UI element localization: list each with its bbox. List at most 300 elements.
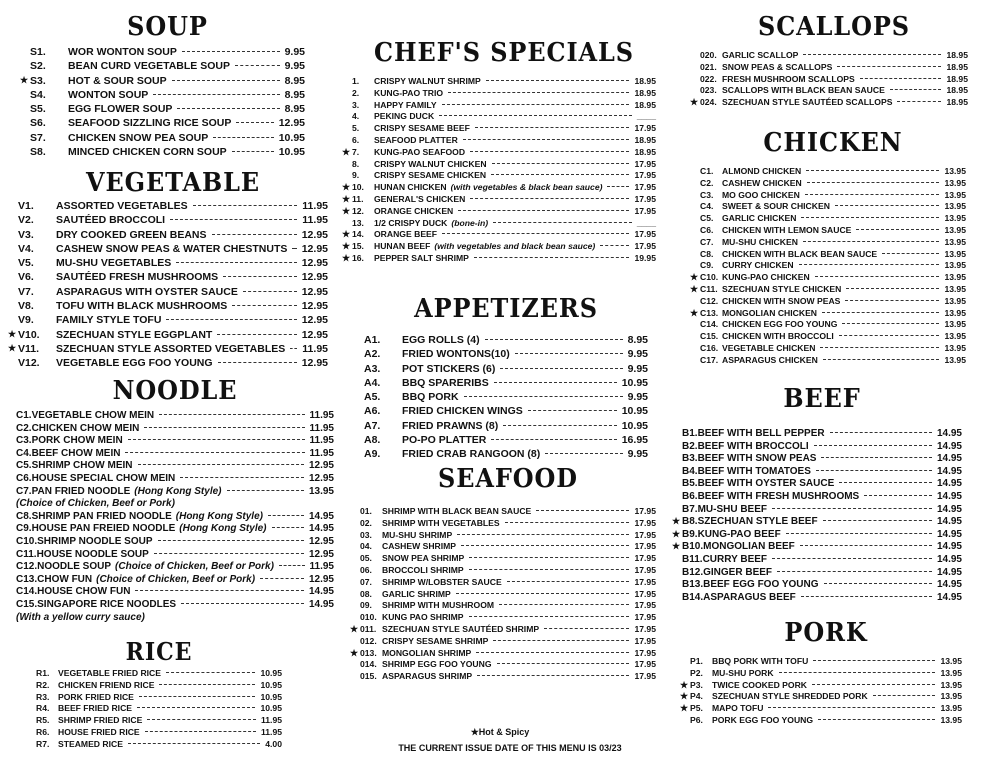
item-name: BEEF EGG FOO YOUNG (703, 579, 819, 591)
item-price: 18.95 (634, 76, 656, 86)
item-name: BEAN CURD VEGETABLE SOUP (68, 60, 230, 73)
item-price: 17.95 (634, 241, 656, 252)
item-price: 17.95 (634, 517, 656, 528)
item-name: CURRY BEEF (702, 553, 768, 565)
menu-item (350, 623, 656, 636)
leader-dots (128, 743, 260, 744)
item-name: CRISPY WALNUT CHICKEN (374, 158, 487, 169)
menu-item (30, 146, 305, 160)
leader-dots (147, 719, 256, 720)
leader-dots (839, 335, 940, 336)
item-code: B7. (682, 503, 698, 515)
leader-dots (835, 205, 940, 206)
leader-dots (497, 663, 630, 664)
item-code: 6. (352, 134, 360, 145)
leader-dots (138, 464, 304, 465)
item-code: C8. (16, 510, 32, 522)
item-price: 10.95 (621, 376, 648, 389)
leader-dots (125, 452, 304, 453)
leader-dots (493, 640, 629, 641)
leader-dots (442, 104, 630, 105)
item-name: SHRIMP WITH VEGETABLES (382, 517, 500, 528)
leader-dots (176, 262, 296, 263)
leader-dots (145, 731, 256, 732)
leader-dots (177, 108, 279, 109)
item-code: 021. (700, 61, 717, 72)
pork-section (680, 618, 962, 727)
leader-dots (846, 288, 939, 289)
leader-dots (235, 65, 280, 66)
leader-dots (232, 151, 274, 152)
item-name: SHRIMP EGG FOO YOUNG (382, 659, 492, 670)
menu-item (342, 252, 656, 265)
item-name: HUNAN CHICKEN (374, 182, 447, 193)
leader-dots (279, 565, 305, 566)
hot-spicy-star-icon: ★ (342, 241, 351, 252)
leader-dots (243, 291, 297, 292)
leader-dots (499, 604, 629, 605)
item-name: MONGOLIAN BEEF (703, 541, 795, 553)
item-name: PAN FRIED NOODLE (31, 485, 131, 497)
item-price: 18.95 (946, 73, 968, 84)
item-code: S3. (30, 74, 46, 87)
item-name: KUNG-PAO CHICKEN (722, 272, 810, 283)
item-note: (with vegetables and black bean sauce) (434, 241, 596, 252)
menu-item (360, 659, 656, 671)
item-code: C6. (16, 472, 32, 484)
item-name: NOODLE SOUP (37, 561, 112, 573)
item-code: S2. (30, 60, 46, 73)
item-price: 11.95 (309, 447, 334, 459)
item-price: 14.95 (936, 591, 962, 603)
item-price: 10.95 (621, 405, 648, 418)
item-code: 2. (352, 87, 360, 98)
item-name: CURRY CHICKEN (722, 260, 794, 271)
item-price: 13.95 (944, 283, 966, 294)
item-code: C5. (700, 213, 714, 224)
item-code: R7. (36, 738, 50, 749)
item-code: C14. (700, 319, 719, 330)
item-code: C3. (16, 435, 32, 447)
item-code: A1. (364, 334, 381, 346)
item-name: SINGAPORE RICE NOODLES (37, 598, 177, 610)
item-name: CHICKEN CHOW MEIN (31, 422, 140, 434)
menu-item (364, 334, 648, 348)
leader-dots (814, 445, 932, 446)
item-name: FRESH MUSHROOM SCALLOPS (722, 73, 855, 84)
menu-item (690, 272, 966, 284)
leader-dots (806, 170, 939, 171)
menu-item (690, 97, 968, 109)
item-code: 020. (700, 50, 717, 60)
item-code: 04. (360, 541, 372, 552)
item-code: B1. (682, 428, 698, 439)
item-name: HOUSE PAN FREIED NOODLE (31, 523, 176, 535)
menu-item (16, 561, 334, 574)
item-name: BBQ PORK (402, 391, 459, 404)
leader-dots (159, 414, 304, 415)
menu-item (700, 355, 966, 367)
item-price: 9.95 (627, 362, 648, 375)
beef-section (672, 384, 962, 604)
item-code: V5. (18, 257, 34, 270)
item-code: 014. (360, 659, 377, 670)
menu-item (342, 193, 656, 206)
item-code: S5. (30, 103, 46, 116)
item-name: PORK FRIED RICE (58, 691, 134, 702)
menu-item (18, 271, 328, 285)
menu-item (16, 586, 334, 599)
item-name: FRIED CHICKEN WINGS (402, 405, 523, 418)
leader-dots (260, 578, 304, 579)
item-price: 11.95 (309, 435, 334, 447)
item-code: A8. (364, 434, 381, 447)
item-code: C9. (16, 523, 32, 535)
item-price: 12.95 (301, 242, 328, 255)
item-code: C1. (16, 410, 32, 421)
leader-dots (137, 707, 255, 708)
item-code: 01. (360, 506, 372, 516)
leader-dots (515, 353, 623, 354)
leader-dots (813, 660, 935, 661)
item-code: B13. (682, 579, 704, 591)
item-note: (Choice of Chicken, Beef or Pork) (16, 498, 175, 510)
item-name: BEEF CHOW MEIN (31, 447, 121, 459)
leader-dots (212, 234, 297, 235)
leader-dots (223, 276, 297, 277)
menu-item (700, 166, 966, 178)
item-price: 14.95 (936, 478, 962, 490)
item-price: 13.95 (944, 213, 966, 224)
item-name: FRIED PRAWNS (8) (402, 419, 499, 432)
item-code: 12. (352, 205, 364, 216)
leader-dots (772, 508, 932, 509)
appetizers-section (364, 296, 648, 463)
item-name: HOUSE FRIED RICE (58, 726, 140, 737)
leader-dots (812, 684, 935, 685)
item-code: C12. (16, 561, 38, 573)
item-name: POT STICKERS (6) (402, 362, 496, 375)
item-code: 010. (360, 612, 377, 623)
item-price: 17.95 (634, 541, 656, 552)
item-name: ORANGE BEEF (374, 229, 438, 240)
leader-dots (856, 229, 939, 230)
item-price: 12.95 (301, 314, 328, 327)
hot-spicy-star-icon: ★ (690, 272, 699, 283)
item-code: 013. (360, 647, 377, 658)
item-price: 17.95 (634, 659, 656, 670)
menu-item (690, 656, 962, 668)
item-price: 13.95 (940, 667, 962, 678)
item-name: BEEF WITH SNOW PEAS (697, 453, 817, 465)
item-code: 11. (352, 193, 364, 204)
item-name: HOUSE NOODLE SOUP (36, 548, 149, 560)
leader-dots (860, 78, 942, 79)
menu-item (16, 423, 334, 436)
menu-item (700, 225, 966, 237)
item-name: KUNG-PAO TRIO (374, 87, 444, 98)
hot-spicy-star-icon: ★ (690, 97, 699, 108)
seafood-title: SEAFOOD (438, 464, 578, 494)
item-code: V7. (18, 285, 34, 298)
menu-item (360, 577, 656, 589)
item-name: ALMOND CHICKEN (722, 166, 802, 176)
item-code: 3. (352, 99, 360, 110)
leader-dots (545, 453, 622, 454)
menu-item (700, 296, 966, 308)
item-price: 12.95 (308, 548, 334, 560)
item-price: 18.95 (634, 134, 656, 145)
item-name: CRISPY SESAME CHICKEN (374, 170, 487, 181)
menu-item (352, 170, 656, 182)
menu-item (690, 283, 966, 296)
menu-item (700, 213, 966, 225)
leader-dots (491, 439, 616, 440)
item-name: ASPARAGUS CHICKEN (722, 354, 818, 365)
item-name: SHRIMP W/LOBSTER SAUCE (382, 576, 502, 587)
hot-spicy-star-icon: ★ (672, 516, 681, 527)
item-code: P6. (690, 714, 703, 725)
item-name: BROCCOLI SHRIMP (382, 564, 464, 575)
item-code: 024. (700, 97, 717, 108)
item-price: 10.95 (621, 419, 648, 432)
item-name: 1/2 CRISPY DUCK (374, 217, 448, 228)
menu-item (672, 541, 962, 554)
leader-dots (779, 672, 936, 673)
item-code: S1. (30, 46, 46, 58)
item-price: 14.95 (936, 465, 962, 477)
leader-dots (600, 245, 629, 246)
menu-item (16, 486, 334, 499)
item-code: 8. (352, 158, 360, 169)
menu-item (352, 123, 656, 135)
soup-section (20, 12, 305, 160)
menu-item (36, 680, 282, 692)
leader-dots (172, 80, 280, 81)
item-name: KUNG-PAO SEAFOOD (374, 146, 466, 157)
leader-dots (830, 432, 932, 433)
item-name: CRISPY SESAME BEEF (374, 123, 470, 134)
item-code: B6. (682, 490, 698, 502)
item-code: C7. (700, 236, 714, 247)
leader-dots (820, 347, 939, 348)
menu-item (350, 647, 656, 660)
leader-dots (469, 569, 630, 570)
item-code: C6. (700, 224, 714, 235)
leader-dots (897, 101, 941, 102)
menu-item (360, 506, 656, 518)
leader-dots (800, 545, 932, 546)
item-name: KUNG PAO SHRIMP (382, 612, 464, 623)
chicken-title: CHICKEN (763, 128, 903, 158)
item-price: 8.95 (284, 103, 305, 116)
item-name: SEAFOOD SIZZLING RICE SOUP (68, 117, 232, 130)
menu-item (360, 589, 656, 601)
menu-item (18, 314, 328, 328)
item-code: 011. (360, 623, 377, 634)
item-price: 12.95 (301, 271, 328, 284)
hot-spicy-star-icon: ★ (342, 182, 351, 193)
item-price: 13.95 (940, 714, 962, 725)
noodle-title: NOODLE (112, 376, 238, 406)
item-name: HAPPY FAMILY (374, 99, 437, 110)
leader-dots (890, 89, 942, 90)
item-price: 9.95 (627, 448, 648, 461)
menu-item (682, 466, 962, 479)
item-price: 9.95 (284, 60, 305, 73)
hot-spicy-star-icon: ★ (342, 252, 351, 263)
item-code: R6. (36, 726, 50, 737)
menu-item (682, 592, 962, 605)
leader-dots (448, 92, 629, 93)
hot-spicy-legend: ★Hot & Spicy (470, 727, 530, 737)
menu-item (18, 243, 328, 257)
item-price: ____ (636, 111, 656, 122)
menu-item (360, 518, 656, 530)
leader-dots (153, 94, 279, 95)
menu-item (18, 200, 328, 214)
item-name: GARLIC SCALLOP (722, 50, 799, 60)
item-name: CHOW FUN (37, 573, 93, 585)
leader-dots (232, 305, 296, 306)
appetizers-title: APPETIZERS (414, 294, 598, 324)
item-name: PORK EGG FOO YOUNG (712, 714, 814, 725)
item-price: 11.95 (260, 715, 282, 726)
leader-dots (528, 410, 617, 411)
hot-spicy-star-icon: ★ (8, 342, 17, 353)
leader-dots (469, 557, 629, 558)
item-price: 17.95 (634, 635, 656, 646)
item-code: 07. (360, 576, 372, 587)
item-name: SNOW PEAS & SCALLOPS (722, 61, 833, 72)
item-note: (Hong Kong Style) (175, 510, 263, 522)
item-price: 8.95 (284, 74, 305, 87)
hot-spicy-star-icon: ★ (8, 328, 17, 339)
item-code: P3. (690, 679, 703, 690)
item-code: C9. (700, 260, 714, 271)
menu-item (342, 146, 656, 159)
menu-item (30, 132, 305, 146)
soup-title: SOUP (127, 12, 208, 42)
item-code: 9. (352, 170, 360, 181)
hot-spicy-star-icon: ★ (350, 647, 359, 658)
item-price: 8.95 (627, 334, 648, 346)
menu-item (700, 62, 968, 74)
menu-item (682, 441, 962, 454)
menu-item (16, 448, 334, 461)
menu-item (16, 460, 334, 473)
vegetable-title: VEGETABLE (85, 168, 261, 198)
item-price: 11.95 (309, 410, 334, 421)
seafood-section (350, 464, 656, 683)
item-code: C2. (700, 177, 714, 188)
leader-dots (500, 368, 622, 369)
leader-dots (439, 115, 632, 116)
item-code: C2. (16, 422, 32, 434)
item-price: 18.95 (946, 97, 968, 108)
item-name: VEGETABLE EGG FOO YOUNG (56, 357, 213, 370)
menu-item (680, 691, 962, 703)
item-code: 023. (700, 85, 717, 96)
leader-dots (154, 553, 304, 554)
leader-dots (807, 182, 940, 183)
menu-item (36, 739, 282, 751)
menu-item (360, 612, 656, 624)
item-code: C11. (700, 283, 718, 294)
menu-item (360, 671, 656, 683)
hot-spicy-star-icon: ★ (20, 74, 29, 85)
leader-dots (236, 122, 273, 123)
item-price: 9.95 (627, 348, 648, 361)
item-price: 17.95 (634, 647, 656, 658)
menu-item (16, 435, 334, 448)
menu-item (352, 135, 656, 147)
leader-dots (818, 719, 935, 720)
item-note: (Choice of Chicken, Beef or Pork) (96, 573, 256, 585)
item-price: 17.95 (634, 170, 656, 181)
item-code: B9. (682, 528, 698, 540)
leader-dots (823, 359, 940, 360)
item-code: A7. (364, 419, 381, 432)
leader-dots (144, 427, 304, 428)
item-name: MONGOLIAN SHRIMP (382, 647, 472, 658)
item-code: 09. (360, 600, 372, 611)
leader-dots (824, 583, 932, 584)
leader-dots (470, 151, 629, 152)
item-code: 05. (360, 553, 372, 564)
item-name: ASSORTED VEGETABLES (56, 200, 188, 212)
item-note: (Hong Kong Style) (179, 523, 267, 535)
menu-item (8, 328, 328, 343)
item-price: 13.95 (944, 248, 966, 259)
item-code: A3. (364, 362, 381, 375)
chefs-specials-section (342, 38, 656, 265)
item-code: V11. (18, 342, 40, 355)
item-price: 12.95 (301, 328, 328, 341)
leader-dots (801, 217, 939, 218)
item-name: MU-SHU BEEF (697, 503, 768, 515)
item-code: A2. (364, 348, 381, 361)
menu-item (700, 237, 966, 249)
item-price: 8.95 (284, 88, 305, 101)
item-name: SZECHUAN STYLE ASSORTED VEGETABLES (56, 342, 286, 355)
item-price: 18.95 (946, 61, 968, 72)
item-code: V9. (18, 314, 34, 327)
item-price: 13.95 (944, 177, 966, 188)
item-price: 12.95 (278, 117, 305, 130)
item-name: BEEF FRIED RICE (58, 703, 133, 714)
item-code: B10. (682, 541, 704, 553)
item-code: S7. (30, 131, 46, 144)
item-name: SZECHUAN STYLE SAUTÉED SCALLOPS (722, 97, 893, 108)
item-price: 13.95 (944, 342, 966, 353)
leader-dots (292, 248, 296, 249)
item-code: C5. (16, 460, 32, 472)
item-code: V12. (18, 357, 40, 370)
item-price: 14.95 (936, 553, 962, 565)
item-price: 18.95 (634, 87, 656, 98)
item-code: A6. (364, 405, 381, 418)
menu-item (682, 428, 962, 441)
item-code: B4. (682, 465, 698, 477)
item-code: 06. (360, 564, 372, 575)
leader-dots (290, 348, 297, 349)
item-code: 1. (352, 76, 360, 86)
item-code: 022. (700, 73, 717, 84)
item-code: S4. (30, 88, 46, 101)
item-price: 13.95 (944, 307, 966, 318)
item-name: HOUSE CHOW FUN (37, 586, 131, 598)
